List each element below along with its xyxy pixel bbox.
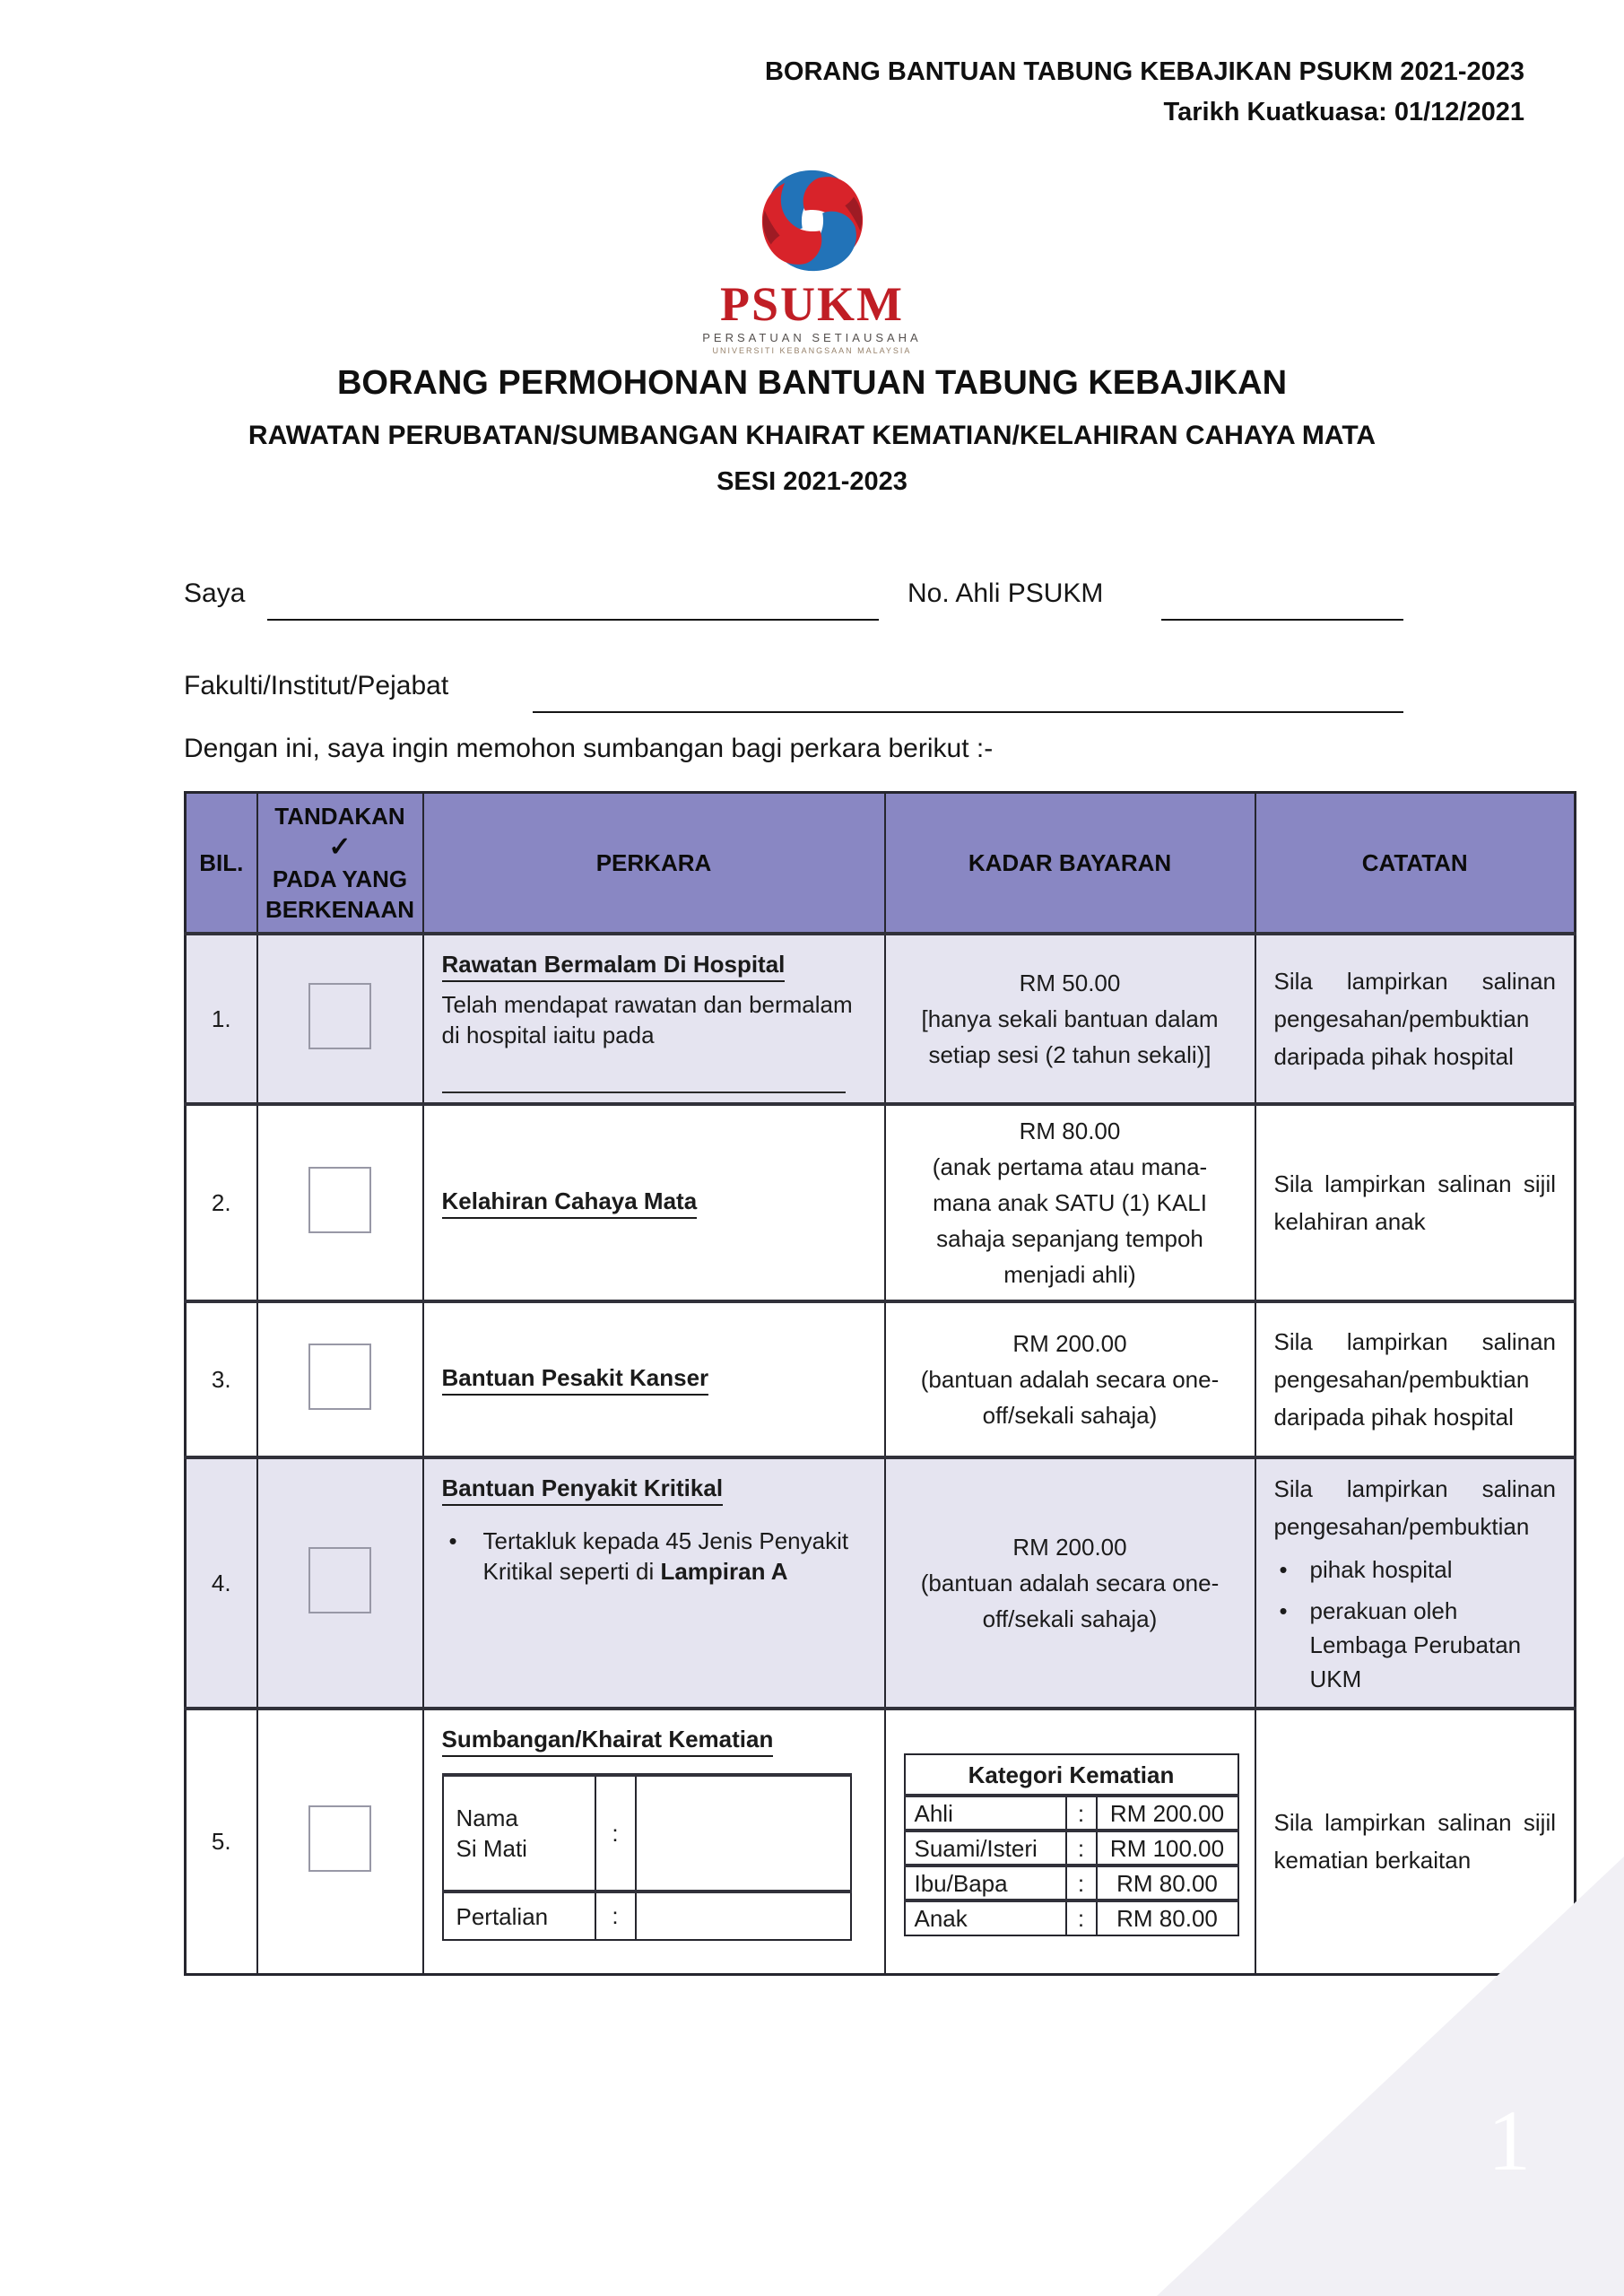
header-tandakan-line1: TANDAKAN: [274, 803, 405, 830]
kategori-row-ibu-bapa: [905, 1866, 1238, 1900]
row3-catatan: Sila lampirkan salinan pengesahan/pembuktian daripada pihak hospital: [1255, 1301, 1576, 1457]
logo-subtitle-2: UNIVERSITI KEBANGSAAN MALAYSIA: [712, 346, 912, 355]
nama-si-mati-label: [443, 1775, 595, 1892]
row4-kadar-note: (bantuan adalah secara one-off/sekali sahaja): [920, 1570, 1220, 1632]
header-perkara: PERKARA: [423, 793, 885, 935]
row4-catatan-bullet-1: [1274, 1552, 1557, 1587]
saya-input-line[interactable]: [267, 583, 879, 621]
row5-bil: 5.: [186, 1709, 257, 1974]
row1-perkara-body: Telah mendapat rawatan dan bermalam di hospital iaitu pada: [441, 991, 853, 1048]
row4-catatan-bullet-2: [1274, 1594, 1557, 1696]
row4-catatan-intro: Sila lampirkan salinan pengesahan/pembuktian: [1273, 1475, 1556, 1540]
kategori-amount: RM 80.00: [1097, 1900, 1238, 1935]
header-catatan: CATATAN: [1255, 793, 1576, 935]
kategori-title: Kategori Kematian: [905, 1754, 1238, 1796]
row1-perkara-title: Rawatan Bermalam Di Hospital: [442, 950, 786, 982]
row4-bil: 4.: [186, 1457, 257, 1709]
kategori-row-suami-isteri: [905, 1831, 1238, 1866]
row1-perkara: [423, 934, 885, 1104]
row2-kadar: [885, 1104, 1255, 1301]
kategori-amount: RM 80.00: [1097, 1866, 1238, 1900]
row3-perkara-title: Bantuan Pesakit Kanser: [442, 1363, 709, 1396]
form-title: BORANG PERMOHONAN BANTUAN TABUNG KEBAJIKAN: [336, 364, 1288, 402]
document-header-line1: BORANG BANTUAN TABUNG KEBAJIKAN PSUKM 2021-2023: [764, 57, 1524, 86]
kategori-label: Ahli: [905, 1796, 1066, 1831]
row2-checkbox[interactable]: [308, 1167, 371, 1233]
row5-kadar: [885, 1709, 1255, 1974]
logo-wordmark: PSUKM: [720, 277, 904, 331]
row4-catatan: [1255, 1457, 1576, 1709]
logo-subtitle-1: PERSATUAN SETIAUSAHA: [702, 331, 922, 344]
row3-bil: 3.: [186, 1301, 257, 1457]
psukm-pinwheel-icon: [750, 158, 875, 283]
row5-checkbox[interactable]: [308, 1805, 371, 1872]
row2-bil: 2.: [186, 1104, 257, 1301]
kategori-amount: RM 200.00: [1097, 1796, 1238, 1831]
row4-bullet-pre: Tertakluk kepada 45 Jenis Penyakit Kritikal seperti di: [482, 1527, 849, 1585]
kategori-kematian-table: [904, 1753, 1239, 1936]
kategori-colon: :: [1066, 1796, 1097, 1831]
row3-checkbox[interactable]: [308, 1344, 371, 1410]
nama-si-mati-field[interactable]: [636, 1775, 851, 1892]
saya-label: Saya: [184, 578, 246, 608]
row1-catatan: Sila lampirkan salinan pengesahan/pembuktian daripada pihak hospital: [1255, 934, 1576, 1104]
pertalian-label: Pertalian: [443, 1892, 595, 1940]
fakulti-input-line[interactable]: [533, 675, 1403, 713]
bullet-icon: •: [1279, 1597, 1288, 1624]
kategori-colon: :: [1066, 1900, 1097, 1935]
nama-label-line2: Si Mati: [456, 1835, 527, 1862]
table-row-5: [186, 1709, 1576, 1974]
row3-kadar-amount: RM 200.00: [1012, 1330, 1127, 1357]
row4-perkara-title: Bantuan Penyakit Kritikal: [442, 1474, 724, 1506]
form-session: SESI 2021-2023: [716, 467, 908, 496]
table-row-1: [186, 934, 1576, 1104]
row2-kadar-note: (anak pertama atau mana-mana anak SATU (1) KALI sahaja sepanjang tempoh menjadi ahli): [932, 1153, 1208, 1288]
kategori-label: Suami/Isteri: [905, 1831, 1066, 1866]
row4-perkara-bullet: [442, 1526, 866, 1587]
intro-text: Dengan ini, saya ingin memohon sumbangan bagi perkara berikut :-: [184, 734, 994, 763]
header-tandakan-line3: BERKENAAN: [265, 896, 415, 923]
row4-perkara-bullet-text: [483, 1526, 866, 1587]
table-header-row: [186, 793, 1576, 935]
row1-kadar-note: [hanya sekali bantuan dalam setiap sesi (2 tahun sekali)]: [921, 1005, 1219, 1068]
table-row-2: [186, 1104, 1576, 1301]
row1-kadar: [885, 934, 1255, 1104]
kategori-row-anak: [905, 1900, 1238, 1935]
psukm-logo: [0, 158, 1624, 356]
row1-kadar-amount: RM 50.00: [1019, 970, 1121, 996]
document-header-line2: Tarikh Kuatkuasa: 01/12/2021: [1163, 98, 1524, 126]
row2-perkara-title: Kelahiran Cahaya Mata: [442, 1187, 698, 1219]
bullet-icon: •: [1279, 1556, 1288, 1583]
row2-kadar-amount: RM 80.00: [1019, 1118, 1121, 1144]
row3-kadar: [885, 1301, 1255, 1457]
nama-colon: :: [595, 1775, 636, 1892]
header-kadar: KADAR BAYARAN: [885, 793, 1255, 935]
hospital-date-field[interactable]: [442, 1066, 846, 1093]
row5-catatan: Sila lampirkan salinan sijil kematian berkaitan: [1255, 1709, 1576, 1974]
no-ahli-label: No. Ahli PSUKM: [908, 578, 1104, 608]
kategori-colon: :: [1066, 1831, 1097, 1866]
bullet-icon: •: [448, 1527, 457, 1554]
pertalian-row: [443, 1892, 851, 1940]
row1-bil: 1.: [186, 934, 257, 1104]
row3-perkara: [423, 1301, 885, 1457]
kategori-colon: :: [1066, 1866, 1097, 1900]
row4-bullet-bold: Lampiran A: [660, 1558, 788, 1585]
table-row-3: [186, 1301, 1576, 1457]
document-header: [765, 52, 1524, 133]
row2-perkara: [423, 1104, 885, 1301]
row4-kadar: [885, 1457, 1255, 1709]
kategori-label: Ibu/Bapa: [905, 1866, 1066, 1900]
nama-label-line1: Nama: [456, 1805, 518, 1831]
title-block: [0, 362, 1624, 499]
row4-kadar-amount: RM 200.00: [1012, 1534, 1127, 1561]
deceased-details-table: [442, 1773, 852, 1941]
no-ahli-input-line[interactable]: [1161, 583, 1403, 621]
pertalian-colon: :: [595, 1892, 636, 1940]
row4-perkara: [423, 1457, 885, 1709]
row3-kadar-note: (bantuan adalah secara one-off/sekali sahaja): [920, 1366, 1220, 1429]
pertalian-field[interactable]: [636, 1892, 851, 1940]
form-subtitle: RAWATAN PERUBATAN/SUMBANGAN KHAIRAT KEMATIAN/KELAHIRAN CAHAYA MATA: [248, 421, 1376, 450]
nama-si-mati-row: [443, 1775, 851, 1892]
fakulti-label: Fakulti/Institut/Pejabat: [184, 671, 449, 700]
benefits-table: [184, 791, 1576, 1976]
header-bil: BIL.: [186, 793, 257, 935]
header-tandakan-line2: PADA YANG: [272, 865, 408, 892]
row5-perkara-title: Sumbangan/Khairat Kematian: [442, 1725, 774, 1757]
kategori-amount: RM 100.00: [1097, 1831, 1238, 1866]
row1-checkbox[interactable]: [308, 983, 371, 1049]
table-row-4: [186, 1457, 1576, 1709]
row5-perkara: [423, 1709, 885, 1974]
row2-catatan: Sila lampirkan salinan sijil kelahiran anak: [1255, 1104, 1576, 1301]
page-number: 1: [1488, 2092, 1531, 2188]
kategori-row-ahli: [905, 1796, 1238, 1831]
row4-checkbox[interactable]: [308, 1547, 371, 1613]
kategori-label: Anak: [905, 1900, 1066, 1935]
checkmark-icon: ✓: [328, 832, 352, 862]
header-tandakan: [257, 793, 423, 935]
row4-catatan-bullet-2-text: perakuan oleh Lembaga Perubatan UKM: [1309, 1597, 1522, 1692]
row4-catatan-bullet-1-text: pihak hospital: [1309, 1556, 1453, 1583]
